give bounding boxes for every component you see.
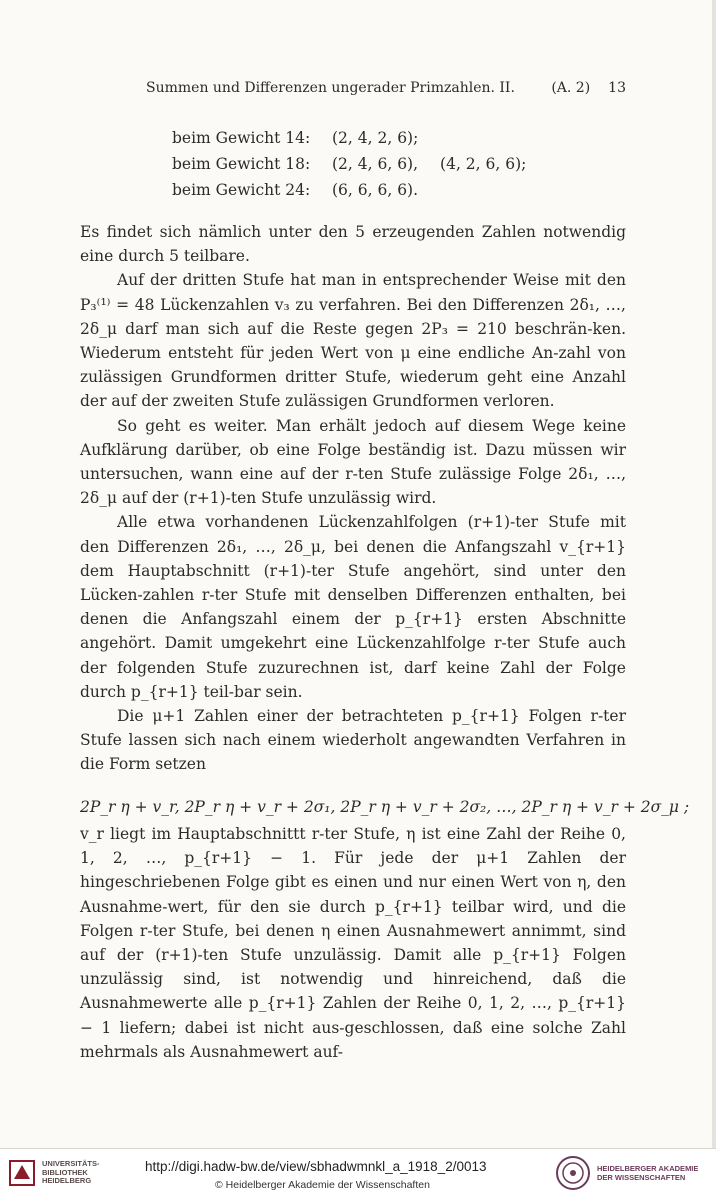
section-label: (A. 2) [551,80,591,96]
academy-logo[interactable] [555,1155,698,1191]
academy-logo-line: HEIDELBERGER AKADEMIE [597,1164,699,1173]
weight-list [172,125,548,203]
body-text [80,220,626,777]
weight-label: beim Gewicht 14: [172,129,311,147]
academy-logo-line: DER WISSENSCHAFTEN [597,1173,686,1182]
paragraph: Die μ+1 Zahlen einer der betrachteten p_{r+1} Folgen r-ter Stufe lassen sich nach einem wiederholt angewandten Verfahren in die Form setzen [80,707,626,774]
page-number: 13 [608,80,626,96]
paragraph: Es findet sich nämlich unter den 5 erzeugenden Zahlen notwendig eine durch 5 teilbare. [80,223,626,266]
paragraph: Auf der dritten Stufe hat man in entsprechender Weise mit den P₃⁽¹⁾ = 48 Lückenzahlen v₃ zu verfahren. Bei den Differenzen 2δ₁, …, 2δ_μ darf man sich auf die Reste gegen 2P₃ = 210 beschrän-ken. Wiederum entsteht für jeden Wert von μ eine endliche An-zahl von zulässigen Grundformen dritter Stufe, wiederum geht eine Anzahl der auf der zweiten Stufe zulässigen Grundformen verloren. [80,271,626,411]
page-edge [712,0,716,1197]
permalink-url[interactable]: http://digi.hadw-bw.de/view/sbhadwmnkl_a_1918_2/0013 [145,1159,487,1174]
academy-seal-icon [555,1155,591,1191]
weight-tuple: (4, 2, 6, 6); [440,155,527,173]
paragraph: So geht es weiter. Man erhält jedoch auf diesem Wege keine Aufklärung darüber, ob eine Folge beständig ist. Dazu müssen wir untersuchen, wann eine auf der r-ten Stufe zulässige Folge 2δ₁, …, 2δ_μ auf der (r+1)-ten Stufe unzulässig wird. [80,416,626,508]
weight-label: beim Gewicht 24: [172,181,311,199]
running-title: Summen und Differenzen ungerader Primzahlen. II. [146,80,515,96]
weight-tuple: (2, 4, 2, 6); [332,129,419,147]
library-logo-line: HEIDELBERG [42,1176,92,1186]
weight-row [172,125,548,151]
library-logo-line: BIBLIOTHEK [42,1167,88,1177]
weight-tuple: (6, 6, 6, 6). [332,181,419,199]
display-formula: 2P_r η + v_r, 2P_r η + v_r + 2σ₁, 2P_r η + v_r + 2σ₂, …, 2P_r η + v_r + 2σ_μ ; [80,798,690,816]
footer [0,1148,716,1197]
weight-row [172,177,548,203]
university-library-logo[interactable] [8,1159,100,1187]
weight-row [172,151,548,177]
body-text-continued [80,822,626,1064]
weight-tuple: (2, 4, 6, 6), [332,155,419,173]
paragraph: Alle etwa vorhandenen Lückenzahlfolgen (r+1)-ter Stufe mit den Differenzen 2δ₁, …, 2δ_μ, bei denen die Anfangszahl v_{r+1} dem Hauptabschnitt (r+1)-ter Stufe angehört, sind unter den Lücken-zahlen r-ter Stufe mit denselben Differenzen enthalten, bei denen die Anfangszahl einem der p_{r+1} ersten Abschnitte angehört. Damit umgekehrt eine Lückenzahlfolge r-ter Stufe auch der folgenden Stufe zuzurechnen ist, darf keine Zahl der Folge durch p_{r+1} teil-bar sein. [80,513,626,701]
running-header [146,80,626,96]
library-seal-icon [8,1159,36,1187]
copyright-notice: © Heidelberger Akademie der Wissenschaften [215,1179,430,1191]
library-logo-line: UNIVERSITÄTS- [42,1159,100,1169]
weight-label: beim Gewicht 18: [172,155,311,173]
paragraph: v_r liegt im Hauptabschnittt r-ter Stufe, η ist eine Zahl der Reihe 0, 1, 2, …, p_{r+1} − 1. Für jede der μ+1 Zahlen der hingeschriebenen Folge gibt es einen und nur einen Wert von η, den Ausnahme-wert, für den sie durch p_{r+1} teilbar wird, und die Folgen r-ter Stufe, bei denen η einen Ausnahmewert annimmt, sind auf der (r+1)-ten Stufe unzulässig. Damit alle p_{r+1} Folgen unzulässig sind, ist notwendig und hinreichend, daß die Ausnahmewerte alle p_{r+1} Zahlen der Reihe 0, 1, 2, …, p_{r+1} − 1 liefern; dabei ist nicht aus-geschlossen, daß eine solche Zahl mehrmals als Ausnahmewert auf- [80,825,626,1061]
